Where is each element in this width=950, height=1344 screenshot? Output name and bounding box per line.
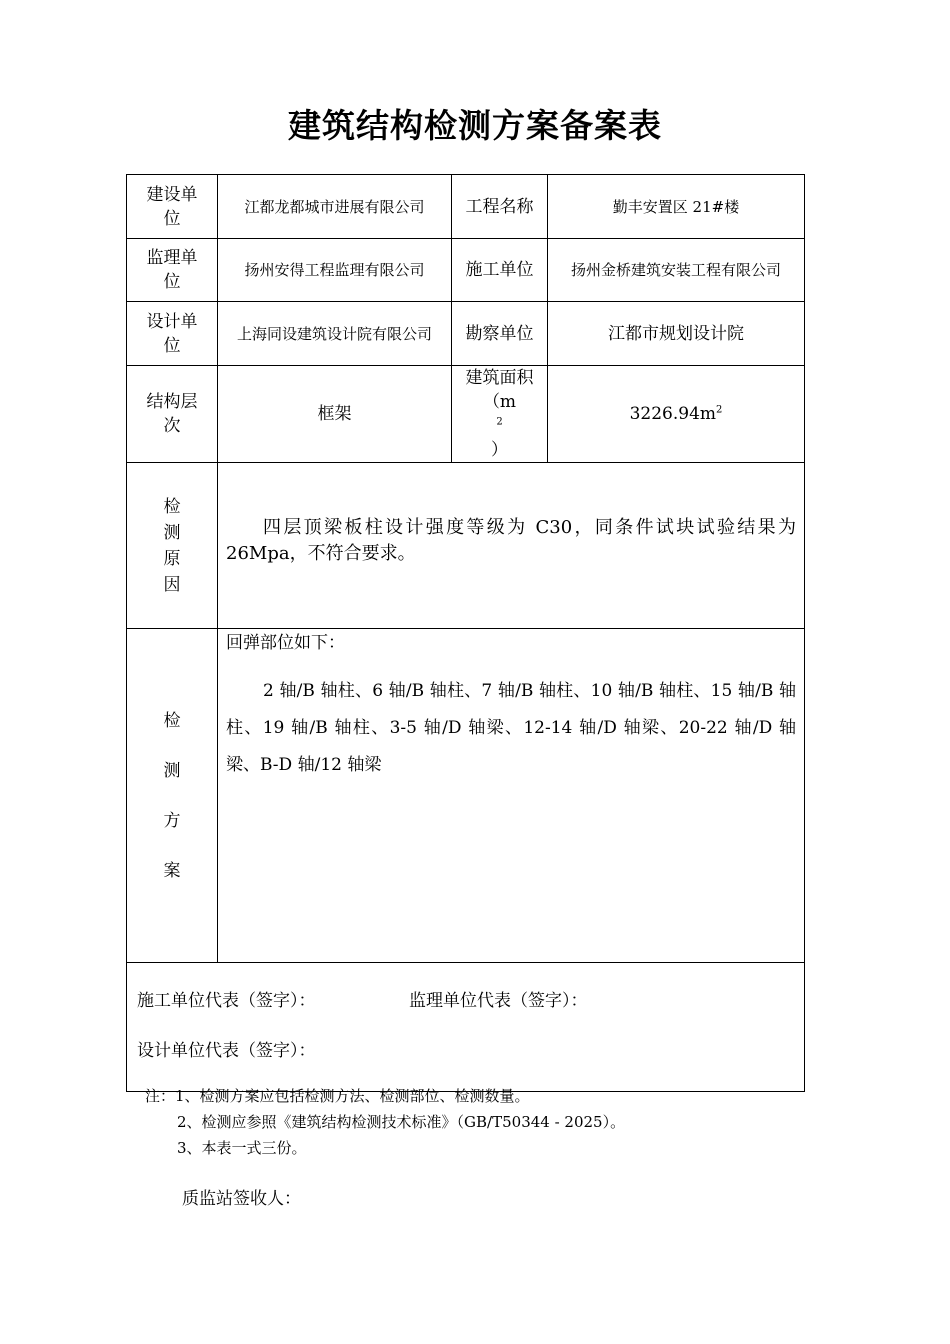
plan-content	[218, 629, 805, 963]
contractor-label: 施工单位	[452, 239, 548, 302]
project-name-value: 勤丰安置区 21#楼	[548, 175, 805, 239]
area-value: $3226.94m^2$	[548, 366, 805, 463]
row-reason	[127, 463, 805, 629]
contractor-rep-signature: 施工单位代表（签字）：	[137, 991, 316, 1011]
row-supervision-unit	[127, 239, 805, 302]
plan-heading: 回弹部位如下：	[226, 633, 345, 653]
construction-unit-value: 江都龙都城市进展有限公司	[218, 175, 452, 239]
area-label: 建筑面积 （m $^2$ ）	[452, 366, 548, 463]
notes	[145, 1083, 625, 1161]
plan-label: 检 测 方 案	[127, 629, 218, 963]
row-design-unit	[127, 302, 805, 366]
note-3: 3、本表一式三份。	[177, 1139, 307, 1157]
supervision-unit-label: 监理单 位	[127, 239, 218, 302]
project-name-label: 工程名称	[452, 175, 548, 239]
structure-label: 结构层 次	[127, 366, 218, 463]
design-unit-value: 上海同设建筑设计院有限公司	[218, 302, 452, 366]
row-structure	[127, 366, 805, 463]
page-title: 建筑结构检测方案备案表	[288, 106, 662, 145]
row-signatures	[127, 963, 805, 1092]
row-construction-unit	[127, 175, 805, 239]
design-unit-label: 设计单 位	[127, 302, 218, 366]
note-2: 2、检测应参照《建筑结构检测技术标准》（GB/T50344 - 2025）。	[177, 1113, 626, 1131]
design-rep-signature: 设计单位代表（签字）：	[137, 1041, 316, 1061]
construction-unit-label: 建设单 位	[127, 175, 218, 239]
signature-cell	[127, 963, 805, 1092]
supervision-rep-signature: 监理单位代表（签字）：	[409, 991, 588, 1011]
survey-unit-label: 勘察单位	[452, 302, 548, 366]
supervision-unit-value: 扬州安得工程监理有限公司	[218, 239, 452, 302]
filing-form-table	[126, 174, 805, 1092]
reason-text: 四层顶梁板柱设计强度等级为 C30，同条件试块试验结果为 26Mpa，不符合要求。	[218, 463, 805, 629]
plan-text: 2 轴/B 轴柱、6 轴/B 轴柱、7 轴/B 轴柱、10 轴/B 轴柱、15 轴/B 轴柱、19 轴/B 轴柱、3-5 轴/D 轴梁、12-14 轴/D 轴梁、20-22 轴/D 轴梁、B-D 轴/12 轴梁	[226, 681, 796, 775]
structure-value: 框架	[218, 366, 452, 463]
row-plan	[127, 629, 805, 963]
note-1: 注：1、检测方案应包括检测方法、检测部位、检测数量。	[145, 1087, 530, 1105]
contractor-value: 扬州金桥建筑安装工程有限公司	[548, 239, 805, 302]
receiver-signature: 质监站签收人：	[182, 1189, 301, 1209]
reason-label: 检 测 原 因	[127, 463, 218, 629]
survey-unit-value: 江都市规划设计院	[548, 302, 805, 366]
